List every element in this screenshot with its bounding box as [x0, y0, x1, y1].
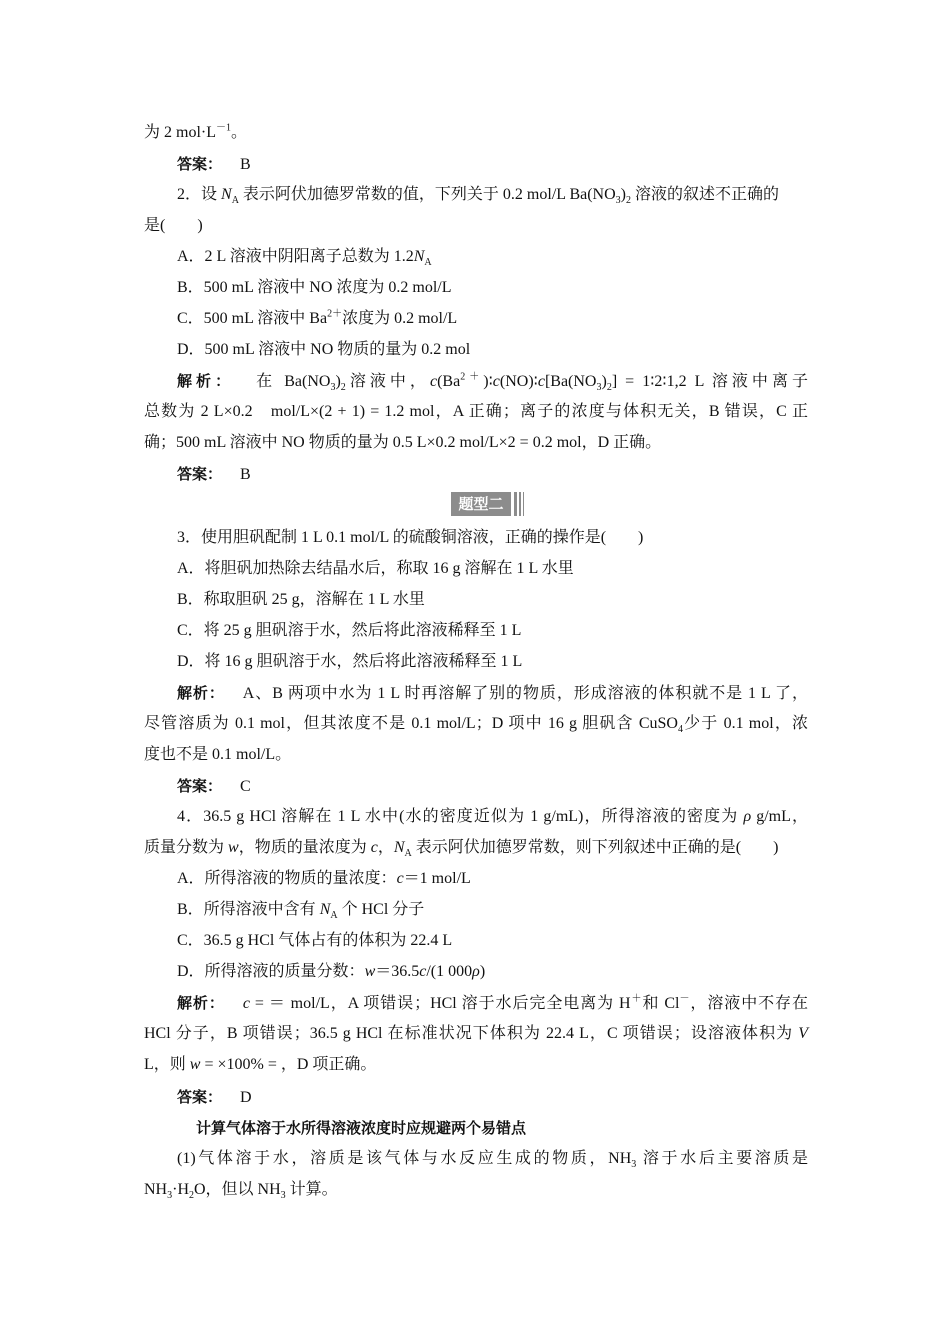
analysis-line: 总数为 2 L×0.2 mol/L×(2 + 1) = 1.2 mol，A 正确；离子的浓度与体积无关，B 错误，C 正	[144, 403, 808, 420]
analysis-line: 解析： 在 $Ba(NO_3)_2$溶液中，$c(Ba^{2+})∶c(NO)∶c[Ba(NO_3)_2]$ = 1∶2∶1,2 L 溶液中离子	[177, 371, 808, 394]
option-b: B．500 mL 溶液中 NO 浓度为 0.2 mol/L	[177, 279, 452, 296]
answer-line	[177, 775, 808, 798]
answer-label: 答案：	[177, 465, 223, 483]
analysis-label: 解析：	[177, 994, 225, 1012]
banner-stripe	[519, 492, 521, 516]
option-a: A．将胆矾加热除去结晶水后，称取 16 g 溶解在 1 L 水里	[177, 560, 574, 577]
option-d: D．将 16 g 胆矾溶于水，然后将此溶液稀释至 1 L	[177, 653, 523, 670]
analysis-line: 度也不是 0.1 mol/L。	[144, 746, 292, 763]
analysis-label: 解析：	[177, 372, 235, 390]
question-3-stem: 3．使用胆矾配制 1 L 0.1 mol/L 的硫酸铜溶液，正确的操作是( )	[177, 529, 644, 546]
question-4-stem-cont: 质量分数为 w，物质的量浓度为 c，$N_A$ 表示阿伏加德罗常数，则下列叙述中正确的是( )	[144, 839, 779, 860]
section-banner	[451, 492, 525, 516]
answer-value: B	[240, 466, 251, 483]
answer-label: 答案：	[177, 777, 223, 795]
answer-value: B	[240, 156, 251, 173]
section-banner-label: 题型二	[451, 492, 511, 516]
text-line: 为 2 $mol\cdot L^{-1}$。	[144, 122, 248, 141]
option-c: C．将 25 g 胆矾溶于水，然后将此溶液稀释至 1 L	[177, 622, 522, 639]
question-2-stem: 2．设 $N_A$ 表示阿伏加德罗常数的值，下列关于 0.2 mol/L $Ba(NO_3)_2$ 溶液的叙述不正确的	[177, 186, 779, 207]
option-d: D．所得溶液的质量分数：w＝36.5c/(1 000ρ)	[177, 963, 486, 980]
answer-line	[177, 1086, 808, 1109]
answer-label: 答案：	[177, 1088, 223, 1106]
answer-line	[177, 463, 808, 486]
option-a: A．2 L 溶液中阴阳离子总数为 $1.2N_A$	[177, 248, 432, 269]
tip-title: 计算气体溶于水所得溶液浓度时应规避两个易错点	[196, 1119, 527, 1137]
analysis-label: 解析：	[177, 684, 225, 702]
option-a: A．所得溶液的物质的量浓度：c＝1 mol/L	[177, 870, 471, 887]
analysis-line: L，则 w = ×100% = ，D 项正确。	[144, 1056, 377, 1073]
banner-stripe	[514, 492, 517, 516]
answer-value: C	[240, 778, 251, 795]
option-d: D．500 mL 溶液中 NO 物质的量为 0.2 mol	[177, 341, 471, 358]
analysis-line: 确；500 mL 溶液中 NO 物质的量为 0.5 L×0.2 mol/L×2 = 0.2 mol，D 正确。	[144, 434, 662, 451]
answer-value: D	[240, 1089, 252, 1106]
banner-stripe	[523, 492, 524, 516]
analysis-line: 解析： A、B 两项中水为 1 L 时再溶解了别的物质，形成溶液的体积就不是 1 L 了，	[177, 684, 808, 702]
question-2-stem-cont: 是( )	[144, 217, 203, 234]
answer-line	[177, 153, 808, 176]
tip-line: (1)气体溶于水，溶质是该气体与水反应生成的物质，$NH_3$ 溶于水后主要溶质是	[177, 1150, 808, 1171]
question-4-stem: 4．36.5 g HCl 溶解在 1 L 水中(水的密度近似为 1 g/mL)，所得溶液的密度为 ρ g/mL，	[177, 808, 808, 825]
tip-line: $NH_3\cdot H_2O$，但以 $NH_3$ 计算。	[144, 1181, 338, 1202]
option-b: B．所得溶液中含有 $N_A$ 个 HCl 分子	[177, 901, 425, 922]
option-c: C．36.5 g HCl 气体占有的体积为 22.4 L	[177, 932, 453, 949]
analysis-line: HCl 分子，B 项错误；36.5 g HCl 在标准状况下体积为 22.4 L，C 项错误；设溶液体积为 V	[144, 1025, 808, 1042]
option-c: C．500 mL 溶液中 $Ba^{2+}$浓度为 0.2 mol/L	[177, 308, 458, 327]
option-b: B．称取胆矾 25 g，溶解在 1 L 水里	[177, 591, 425, 608]
answer-label: 答案：	[177, 155, 223, 173]
analysis-line: 尽管溶质为 0.1 mol，但其浓度不是 0.1 mol/L；D 项中 16 g 胆矾含 CuSO$_4$少于 0.1 mol，浓	[144, 715, 808, 736]
analysis-line: 解析： c = ＝ mol/L，A 项错误；HCl 溶于水后完全电离为 H＋和 Cl－，溶液中不存在	[177, 993, 808, 1012]
